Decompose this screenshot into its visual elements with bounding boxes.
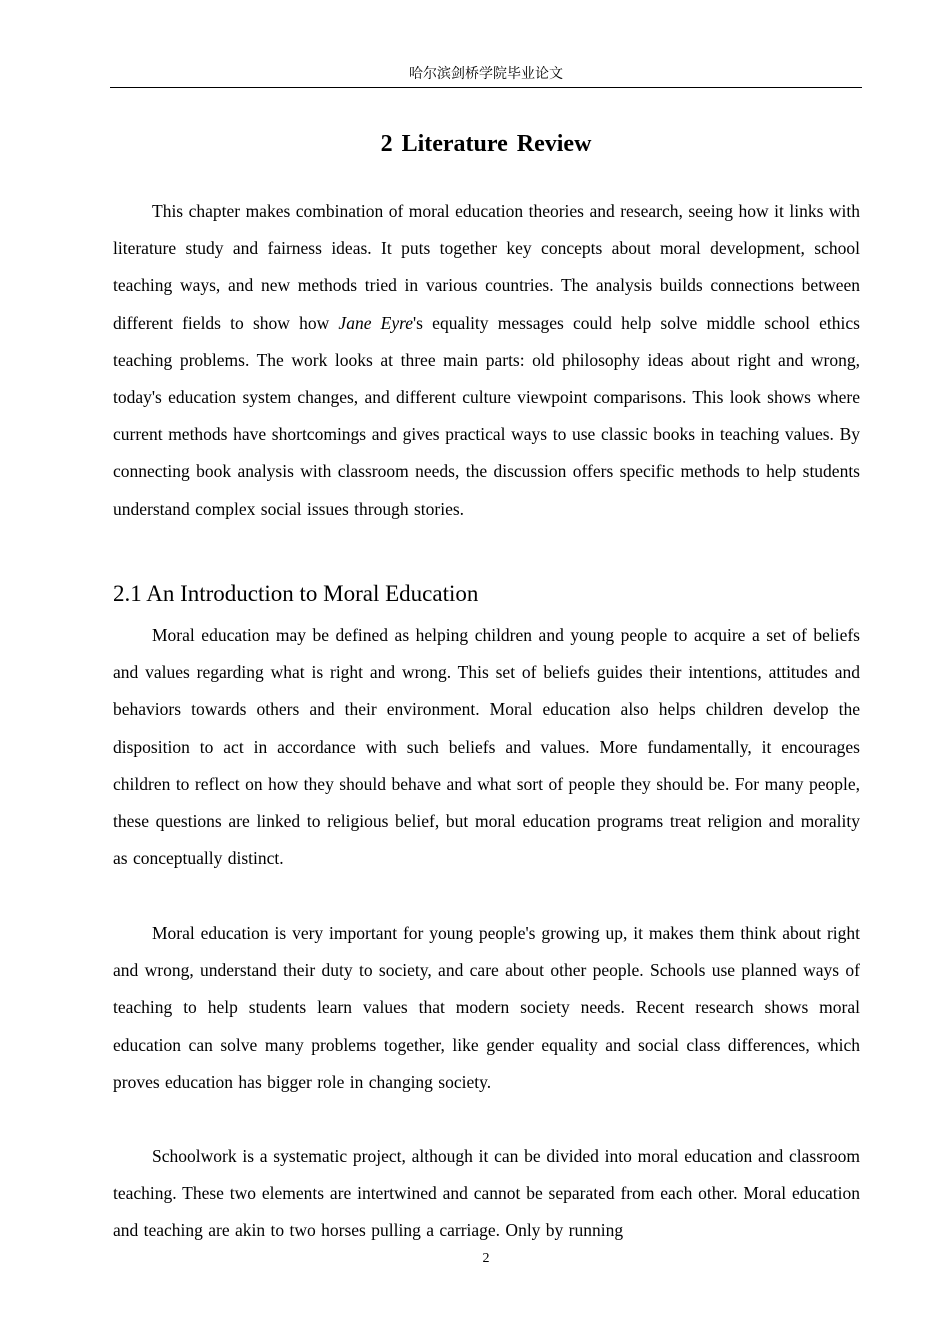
body-paragraph-3: Schoolwork is a systematic project, although it can be divided into moral education and classroom teaching. These two elements are intertwined and cannot be separated from each other. Moral education and teaching are akin to two horses pulling a carriage. Only by running: [113, 1146, 860, 1241]
book-title-emphasis: Jane Eyre: [338, 312, 414, 333]
intro-paragraph: [113, 193, 860, 528]
running-header: 哈尔滨剑桥学院毕业论文: [110, 66, 862, 88]
chapter-title: 2 Literature Review: [380, 131, 592, 157]
intro-paragraph-text-2: 's equality messages could help solve middle school ethics teaching problems. The work looks at three main parts: old philosophy ideas about right and wrong, today's education system changes, and different culture viewpoint comparisons. This look shows where current methods have shortcomings and gives practical ways to use classic books in teaching values. By connecting book analysis with classroom needs, the discussion offers specific methods to help students understand complex social issues through stories.: [113, 312, 860, 519]
section-heading-2-1: 2.1 An Introduction to Moral Education: [113, 581, 479, 606]
intro-paragraph-text-1: This chapter makes combination of moral education theories and research, seeing how it links with literature study and fairness ideas. It puts together key concepts about moral development, school teaching ways, and new methods tried in various countries. The analysis builds connections between different fields to show how: [113, 201, 860, 333]
page-number: 2: [482, 1251, 490, 1266]
body-paragraph-2: Moral education is very important for young people's growing up, it makes them think about right and wrong, understand their duty to society, and care about other people. Schools use planned ways of teaching to help students learn values that modern society needs. Recent research shows moral education can solve many problems together, like gender equality and social class differences, which proves education has bigger role in changing society.: [113, 923, 860, 1092]
body-paragraph-1: Moral education may be defined as helping children and young people to acquire a set of beliefs and values regarding what is right and wrong. This set of beliefs guides their intentions, attitudes and behaviors towards others and their environment. Moral education also helps children develop the disposition to act in accordance with such beliefs and values. More fundamentally, it encourages children to reflect on how they should behave and what sort of people they should be. For many people, these questions are linked to religious belief, but moral education programs treat religion and morality as conceptually distinct.: [113, 625, 860, 869]
